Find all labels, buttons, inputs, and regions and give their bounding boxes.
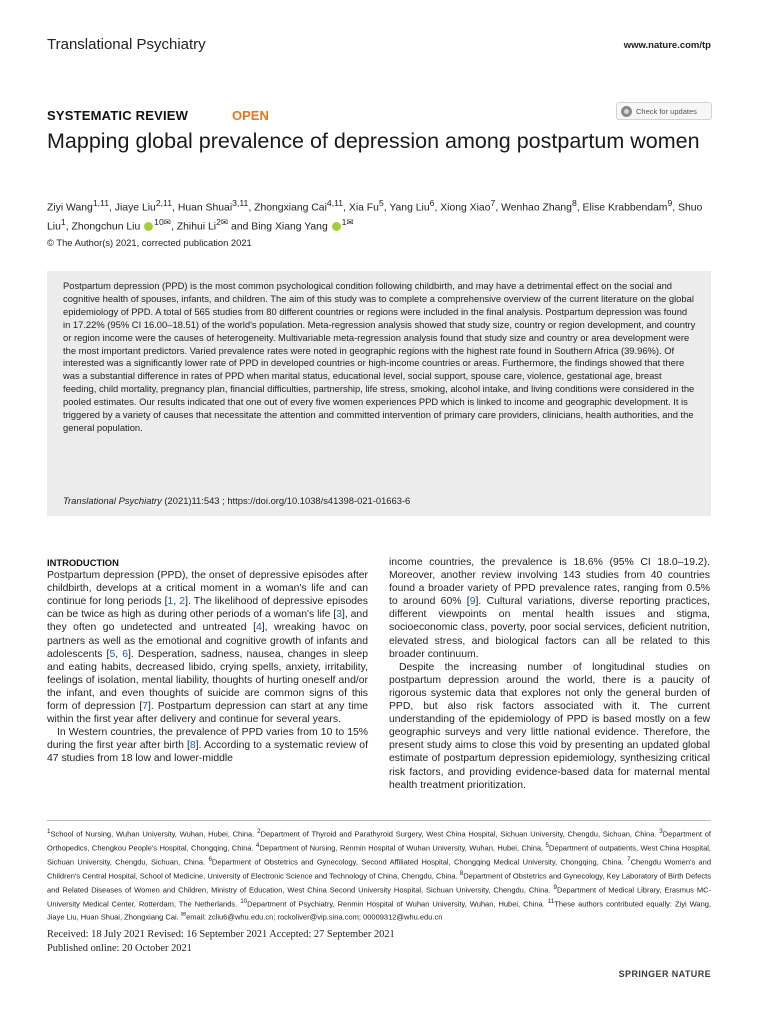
check-for-updates-label: Check for updates	[636, 106, 697, 116]
page-header	[47, 36, 711, 56]
body-column-right	[389, 556, 710, 792]
reference-link[interactable]: 2	[179, 596, 186, 608]
reference-link[interactable]: 8	[189, 740, 196, 752]
open-access-badge: OPEN	[232, 108, 269, 123]
reference-link[interactable]: 4	[256, 622, 262, 634]
published-online-date: Published online: 20 October 2021	[47, 942, 192, 954]
abstract-box	[47, 271, 711, 516]
reference-link[interactable]: 1	[167, 596, 174, 608]
journal-url-link[interactable]: www.nature.com/tp	[623, 40, 711, 51]
intro-paragraph-2: In Western countries, the prevalence of PPD varies from 10 to 15% during the first year after birth [8]. According to a systematic review of 47 studies from 18 low and lower-middle	[47, 727, 368, 765]
introduction-heading: INTRODUCTION	[47, 557, 119, 568]
intro-paragraph-3: Despite the increasing number of longitudinal studies on postpartum depression around the world, there is a paucity of rigorous systemic data that explores not only the general burden of PPD, but also risk factors associated with it. The current understanding of the epidemiology of PPD is based mostly on a few geographic surveys and very little national evidence. Therefore, the present study aims to close this void by presenting an updated global estimate of postpartum depression epidemiology, synthesizing critical risk factors, and providing evidence-based data for maternal mental health treatment prioritization.	[389, 661, 710, 791]
reference-link[interactable]: 6	[122, 648, 128, 660]
footnote-divider	[47, 820, 711, 821]
citation-doi[interactable]: (2021)11:543 ; https://doi.org/10.1038/s41398-021-01663-6	[161, 495, 411, 506]
body-column-left	[47, 556, 368, 766]
intro-paragraph-1: Postpartum depression (PPD), the onset of depressive episodes after childbirth, develops at a critical moment in a woman's life and can continue for long periods [1, 2]. The likelihood of depressive episodes can be twice as high as during other periods of a woman's life [3], and they often go undetected and untreated [4], wreaking havoc on partners as well as the emotional and cognitive growth of infants and adolescents [5, 6]. Desperation, sadness, nausea, changes in sleep and eating habits, decreased libido, crying spells, anxiety, irritability, feelings of isolation, mental liability, thoughts of hurting oneself and/or the infant, and even thoughts of suicide are common signs of this form of depression [7]. Postpartum depression can start at any time within the first year after delivery and continue for several years.	[47, 570, 369, 726]
journal-name: Translational Psychiatry	[47, 36, 206, 53]
article-type-label: SYSTEMATIC REVIEW	[47, 108, 189, 123]
publication-dates	[47, 928, 395, 955]
copyright-notice: © The Author(s) 2021, corrected publication 2021	[47, 237, 252, 248]
article-title: Mapping global prevalence of depression among postpartum women	[47, 129, 700, 153]
affiliations-footnote: $^1$School of Nursing, Wuhan University, Wuhan, Hubei, China. $^2$Department of Thyroid and Parathyroid Surgery, West China Hospital, Sichuan University, Chengdu, Sichuan, China. $^3$Department of Orthopedics, Chengkou People's Hospital, Chongqing, China. $^4$Department of Nursing, Renmin Hospital of Wuhan University, Wuhan, Hubei, China. $^5$Department of outpatients, West China Hospital, Sichuan University, Chengdu, Sichuan, China. $^6$Department of Obstetrics and Gynecology, Second Affiliated Hospital, Chongqing Medical University, Chongqing, China. $^7$Chengdu Women's and Children's Central Hospital, School of Medicine, University of Electronic Science and Technology of China, Chengdu, China. $^8$Department of Obstetrics and Gynecology, Key Laboratory of Birth Defects and Related Diseases of Women and Children, Ministry of Education, West China Second University Hospital, Sichuan University, Chengdu, China. $^9$Department of Medical Library, Erasmus MC-University Medical Center, Rotterdam, The Netherlands. $^{10}$Department of Psychiatry, Renmin Hospital of Wuhan University, Wuhan, Hubei, China. $^{11}$These authors contributed equally: Ziyi Wang, Jiaye Liu, Huan Shuai, Zhongxiang Cai. ✉email: zcliu6@whu.edu.cn; rockoliver@vip.sina.com; 00009312@whu.edu.cn	[47, 828, 712, 922]
intro-paragraph-2-continued: income countries, the prevalence is 18.6% (95% CI 18.0–19.2). Moreover, another review involving 143 studies from 40 countries found a broader variety of PPD prevalence rates, ranging from 0.5% to around 60% [9]. Cultural variations, diverse reporting practices, different viewpoints on mental health issues and stigma, socioeconomic class, poverty, poor social services, deficient nutrition, elevated stress, and biological factors can all be related to this broader continuum.	[389, 557, 710, 660]
received-revised-accepted-dates: Received: 18 July 2021 Revised: 16 September 2021 Accepted: 27 September 2021	[47, 929, 395, 940]
reference-link[interactable]: 3	[336, 609, 342, 621]
crossmark-icon	[621, 106, 632, 117]
article-citation	[63, 495, 410, 506]
orcid-icon[interactable]	[332, 222, 341, 231]
citation-journal: Translational Psychiatry	[63, 495, 162, 506]
reference-link[interactable]: 9	[469, 596, 476, 608]
reference-link[interactable]: 7	[142, 701, 149, 713]
springer-nature-logo: SPRINGER NATURE	[618, 969, 711, 979]
abstract-text: Postpartum depression (PPD) is the most common psychological condition following childbirth, and may have a detrimental effect on the social and cognitive health of spouses, infants, and children. The aim of this study was to complete a comprehensive overview of the current literature on the global epidemiology of PPD. A total of 565 studies from 80 different countries or regions were included in the final analysis. Postpartum depression was found in 17.22% (95% CI 16.00–18.51) of the world's population. Meta-regression analysis showed that study size, country or region development, and country or region income were the causes of heterogeneity. Multivariable meta-regression analysis found that study size and country or area development were the most important predictors. Varied prevalence rates were noted in geographic regions with the highest rate found in Southern Africa (39.96%). Of interested was a significantly lower rate of PPD in developed countries or high-income countries or areas. Furthermore, the findings showed that there was a substantial difference in rates of PPD when marital status, educational level, social support, spouse care, violence, gestational age, breast feeding, child mortality, pregnancy plan, financial difficulties, partnership, life stress, smoking, alcohol intake, and living conditions were considered in the pooled estimates. Our results indicated that one out of every five women experiences PPD which is linked to income and geographic development. It is triggered by a variety of causes that necessitate the attention and committed intervention of primary care providers, clinicians, health authorities, and the general population.	[63, 280, 696, 433]
check-for-updates-button[interactable]	[616, 102, 712, 120]
orcid-icon[interactable]	[144, 222, 153, 231]
author-list: Ziyi Wang$^{1,11}$, Jiaye Liu$^{2,11}$, Huan Shuai$^{3,11}$, Zhongxiang Cai$^{4,11}$, Xia Fu$^5$, Yang Liu$^6$, Xiong Xiao$^7$, Wenhao Zhang$^8$, Elise Krabbendam$^9$, Shuo Liu$^1$, Zhongchun Liu $^{10✉}$, Zhihui $Li^{2✉}$ and Bing Xiang Yang $^{1✉}$	[47, 198, 703, 233]
reference-link[interactable]: 5	[109, 648, 116, 660]
